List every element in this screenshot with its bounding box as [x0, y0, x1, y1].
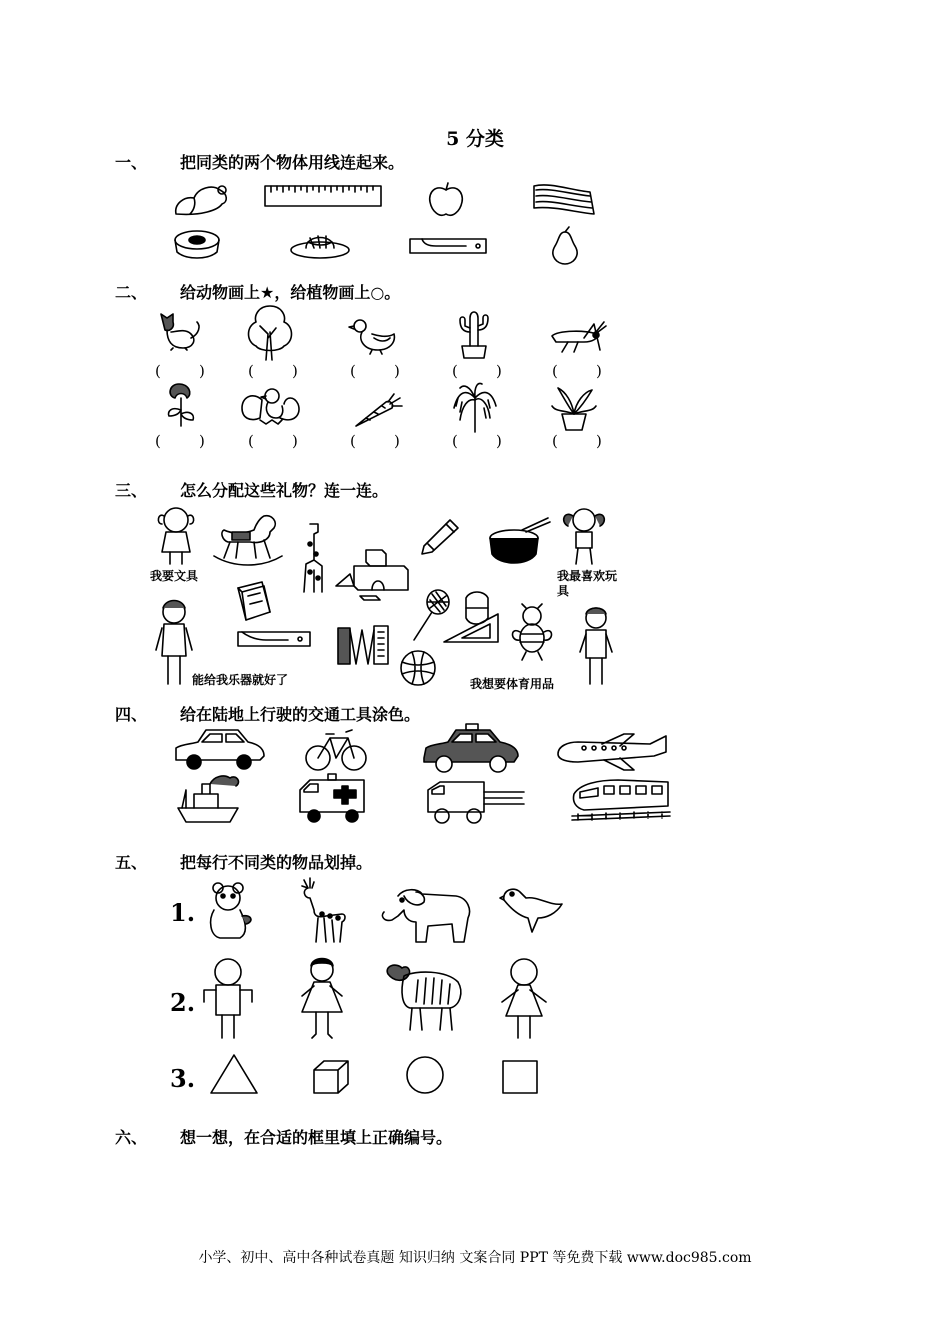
caption-stationery: 我要文具 — [150, 569, 199, 583]
boy-icon — [152, 596, 196, 688]
cube-icon — [310, 1058, 352, 1096]
answer-paren[interactable]: ( ) — [452, 432, 502, 450]
drum-icon — [486, 514, 552, 570]
potted-plant-icon — [548, 384, 600, 432]
answer-paren[interactable]: ( ) — [248, 432, 298, 450]
row-label: 1. — [170, 898, 196, 927]
boy-icon — [574, 604, 618, 688]
section-2-number: 二、 — [115, 283, 148, 302]
duck-icon — [348, 316, 400, 356]
scarf-icon — [530, 180, 600, 220]
answer-paren[interactable]: ( ) — [350, 362, 400, 380]
stick-figure-icon — [202, 956, 254, 1040]
bicycle-icon — [304, 724, 368, 774]
apple-icon — [426, 180, 466, 220]
book-icon — [234, 580, 274, 622]
page-footer: 小学、初中、高中各种试卷真题 知识归纳 文案合同 PPT 等免费下载 www.doc985.com — [198, 1250, 752, 1266]
section-6-number: 六、 — [115, 1128, 148, 1147]
girl-icon — [152, 502, 200, 568]
bird-icon — [498, 884, 568, 938]
pencil-icon — [420, 516, 462, 554]
bee-icon — [508, 602, 554, 662]
section-3-number: 三、 — [115, 481, 148, 500]
section-6-text: 想一想，在合适的框里填上正确编号。 — [180, 1128, 453, 1147]
answer-paren[interactable]: ( ) — [552, 432, 602, 450]
ambulance-icon — [296, 772, 368, 826]
willow-icon — [450, 378, 500, 434]
tree-icon — [242, 302, 298, 362]
deer-icon — [296, 876, 352, 946]
ship-icon — [174, 770, 244, 826]
section-5-number: 五、 — [115, 853, 148, 872]
answer-paren[interactable]: ( ) — [552, 362, 602, 380]
answer-paren[interactable]: ( ) — [155, 362, 205, 380]
pear-icon — [545, 226, 585, 266]
section-1-number: 一、 — [115, 153, 148, 172]
caption-sports: 我想要体育用品 — [470, 677, 555, 691]
accordion-icon — [336, 622, 390, 668]
answer-paren[interactable]: ( ) — [452, 362, 502, 380]
chick-egg-icon — [238, 384, 304, 428]
stool-icon — [172, 228, 222, 262]
circle-icon — [404, 1054, 446, 1096]
stick-figure-dress-icon — [498, 956, 550, 1040]
row-label: 3. — [170, 1064, 196, 1093]
square-icon — [500, 1058, 540, 1096]
sheep-icon — [380, 962, 466, 1032]
teddy-bear-icon — [204, 880, 254, 942]
elephant-icon — [378, 886, 474, 946]
cat-icon — [155, 310, 205, 352]
carrot-icon — [352, 392, 404, 430]
pencil-box-icon — [408, 236, 488, 256]
section-3-text: 怎么分配这些礼物？连一连。 — [180, 481, 389, 500]
ruler-icon — [263, 180, 383, 210]
caption-toys: 我最喜欢玩具 — [557, 569, 618, 598]
truck-icon — [424, 778, 528, 828]
car-icon — [172, 724, 268, 772]
page-title: 5 分类 — [446, 128, 504, 150]
grasshopper-icon — [548, 320, 608, 354]
girl-pigtails-icon — [558, 502, 610, 568]
giraffe-icon — [296, 520, 332, 596]
section-4-text: 给在陆地上行驶的交通工具涂色。 — [180, 705, 421, 724]
caption-instruments: 能给我乐器就好了 — [192, 673, 289, 687]
section-1-text: 把同类的两个物体用线连起来。 — [180, 153, 405, 172]
rocking-horse-icon — [210, 512, 286, 568]
train-icon — [568, 774, 672, 824]
flower-icon — [157, 380, 205, 430]
blocks-icon — [332, 546, 412, 606]
section-4-number: 四、 — [115, 705, 148, 724]
answer-paren[interactable]: ( ) — [248, 362, 298, 380]
hat-icon — [172, 180, 232, 220]
cactus-icon — [452, 306, 496, 360]
set-square-icon — [440, 610, 504, 646]
section-5-text: 把每行不同类的物品划掉。 — [180, 853, 373, 872]
answer-paren[interactable]: ( ) — [155, 432, 205, 450]
ball-icon — [398, 648, 438, 688]
row-label: 2. — [170, 988, 196, 1017]
answer-paren[interactable]: ( ) — [350, 432, 400, 450]
airplane-icon — [554, 732, 670, 772]
section-2-text: 给动物画上★，给植物画上○。 — [180, 283, 401, 302]
taxi-icon — [420, 722, 524, 774]
ruler-icon — [236, 628, 312, 650]
doll-icon — [294, 956, 350, 1040]
triangle-icon — [208, 1052, 260, 1096]
straw-hat-icon — [288, 228, 352, 262]
